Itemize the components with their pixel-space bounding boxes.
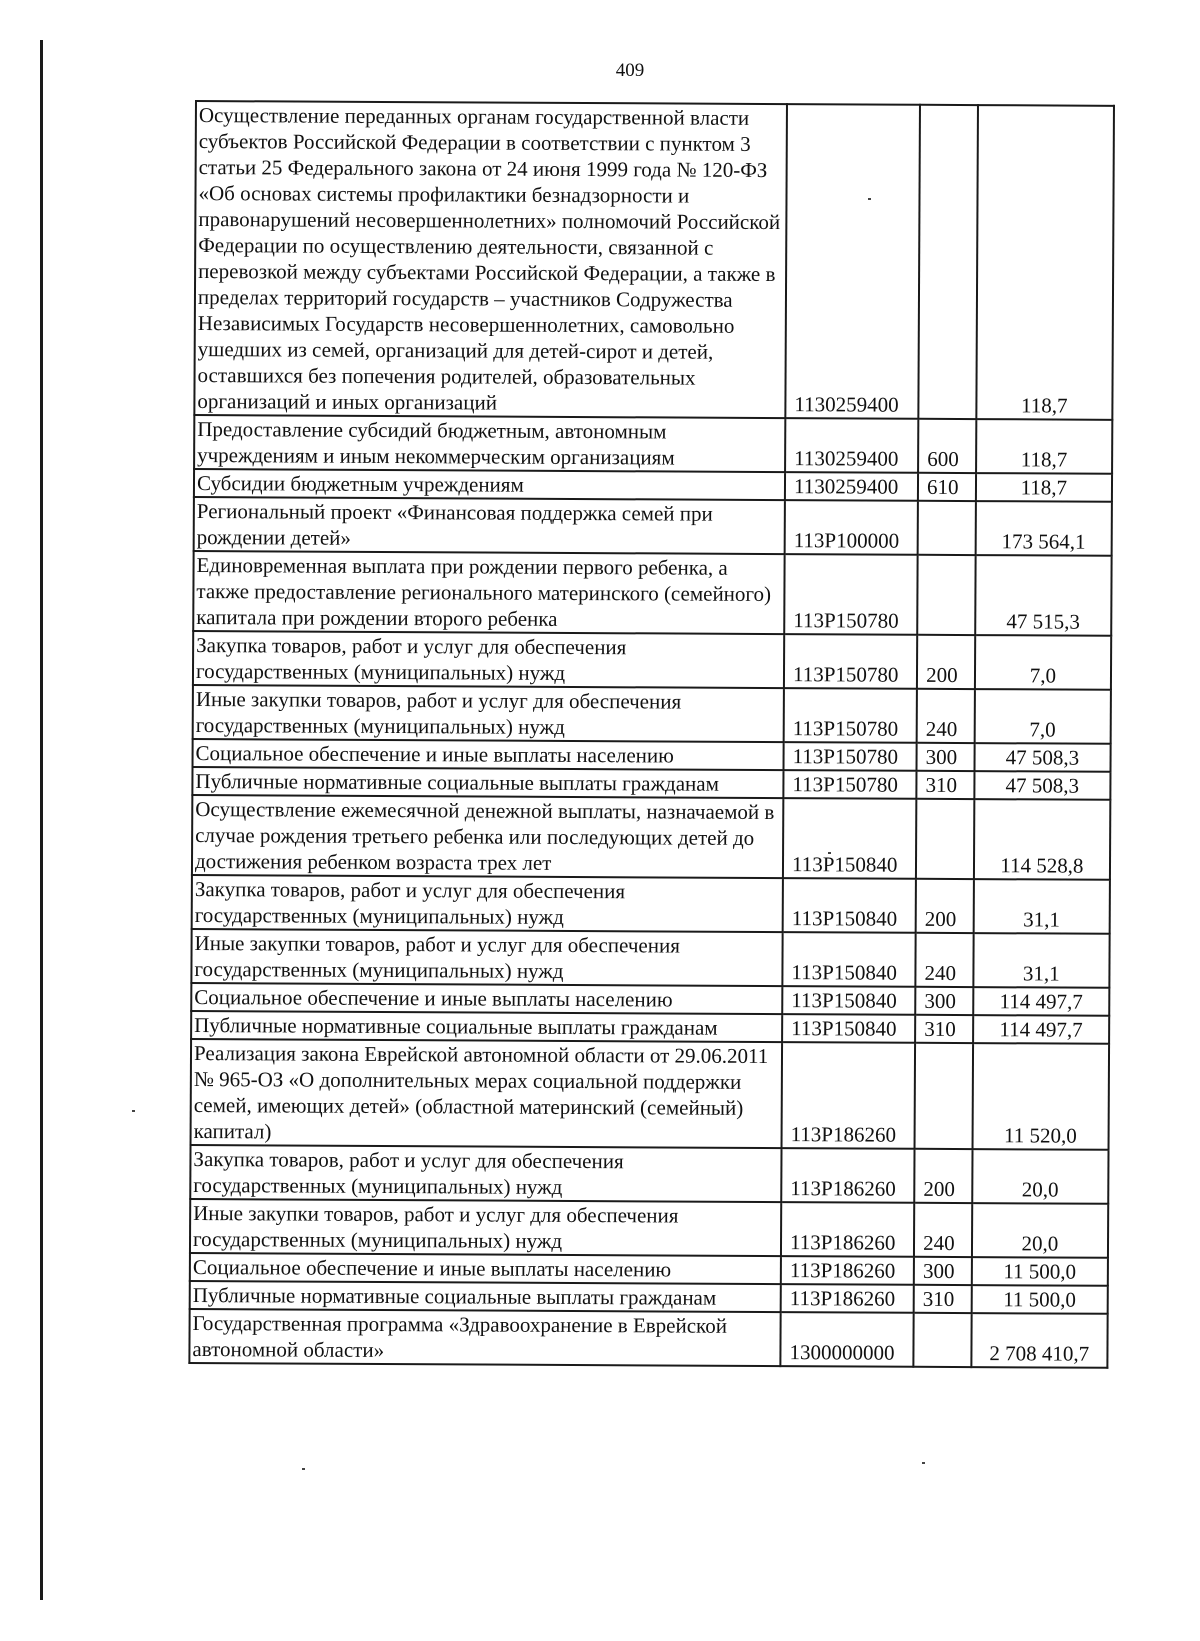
- row-expense-type-cell: 240: [914, 1203, 972, 1257]
- row-amount-cell: 47 508,3: [974, 771, 1110, 800]
- row-code-cell: 113P150840: [783, 878, 916, 933]
- table-row: [189, 1309, 1107, 1368]
- row-amount-cell: 118,7: [976, 105, 1114, 420]
- row-expense-type-cell: 300: [914, 1257, 972, 1285]
- row-amount-cell: 118,7: [976, 473, 1112, 502]
- table-row: [194, 415, 1112, 474]
- row-expense-type-cell: [915, 1043, 973, 1149]
- row-code-cell: 113P150840: [782, 932, 915, 987]
- row-code-cell: 113P100000: [785, 500, 918, 555]
- row-code-cell: 1130259400: [785, 472, 918, 501]
- row-expense-type-cell: 240: [917, 689, 975, 743]
- row-code-cell: 113P150780: [784, 634, 917, 689]
- row-expense-type-cell: [913, 1313, 971, 1367]
- row-expense-type-cell: 240: [915, 933, 973, 987]
- row-amount-cell: 11 500,0: [971, 1285, 1107, 1314]
- row-amount-cell: 118,7: [976, 419, 1113, 474]
- row-expense-type-cell: 310: [914, 1285, 972, 1313]
- row-amount-cell: 114 497,7: [973, 1015, 1109, 1044]
- row-code-cell: 113P150780: [784, 688, 917, 743]
- row-name-cell: Субсидии бюджетным учреждениям: [194, 469, 785, 500]
- row-amount-cell: 11 500,0: [972, 1257, 1108, 1286]
- row-code-cell: 113P150780: [783, 770, 916, 799]
- table-row: [193, 631, 1111, 690]
- row-name-cell: Осуществление ежемесячной денежной выплаты, назначаемой в случае рождения третьего ребенка или последующих детей до достижения ребенком возраста трех лет: [192, 795, 783, 878]
- row-name-cell: Иные закупки товаров, работ и услуг для обеспечения государственных (муниципальных) нужд: [193, 685, 784, 742]
- row-name-cell: Публичные нормативные социальные выплаты гражданам: [190, 1281, 781, 1312]
- row-expense-type-cell: 300: [917, 743, 975, 771]
- row-code-cell: 113P150780: [784, 742, 917, 771]
- row-code-cell: 113P150780: [784, 554, 917, 635]
- row-name-cell: Осуществление переданных органам государственной власти субъектов Российской Федерации в соответствии с пунктом 3 статьи 25 Федерального закона от 24 июня 1999 года № 120-ФЗ «Об основах системы профилактики безнадзорности и правонарушений несовершеннолетних» полномочий Российской Федерации по осуществлению деятельности, связанной с перевозкой между субъектами Российской Федерации, а также в пределах территорий государств – участников Содружества Независимых Государств несовершеннолетних, самовольно ушедших из семей, организаций для детей-сирот и детей, оставшихся без попечения родителей, образовательных организаций и иных организаций: [194, 101, 787, 418]
- row-code-cell: 113P186260: [781, 1256, 914, 1285]
- row-expense-type-cell: 200: [914, 1149, 972, 1203]
- row-name-cell: Предоставление субсидий бюджетным, автономным учреждениям и иным некоммерческим организациям: [194, 415, 785, 472]
- row-amount-cell: 7,0: [974, 689, 1111, 744]
- row-expense-type-cell: [917, 555, 975, 635]
- row-code-cell: 113P150840: [782, 1014, 915, 1043]
- row-expense-type-cell: 310: [915, 1015, 973, 1043]
- row-expense-type-cell: [918, 501, 976, 555]
- table-row: [191, 929, 1109, 988]
- budget-table: [188, 100, 1115, 1369]
- row-name-cell: Государственная программа «Здравоохранение в Еврейской автономной области»: [189, 1309, 780, 1366]
- table-row: [192, 795, 1110, 880]
- table-row: [191, 1039, 1110, 1150]
- table-row: [190, 1145, 1108, 1204]
- row-name-cell: Региональный проект «Финансовая поддержка семей при рождении детей»: [194, 497, 785, 554]
- row-expense-type-cell: 200: [916, 879, 974, 933]
- row-code-cell: 113P186260: [781, 1148, 914, 1203]
- row-amount-cell: 7,0: [975, 635, 1112, 690]
- row-code-cell: 1130259400: [785, 418, 918, 473]
- row-name-cell: Социальное обеспечение и иные выплаты населению: [190, 1253, 781, 1284]
- row-amount-cell: 114 497,7: [973, 987, 1109, 1016]
- row-expense-type-cell: [918, 105, 977, 419]
- row-name-cell: Закупка товаров, работ и услуг для обеспечения государственных (муниципальных) нужд: [192, 875, 783, 932]
- row-amount-cell: 11 520,0: [972, 1043, 1109, 1150]
- row-name-cell: Публичные нормативные социальные выплаты гражданам: [191, 1011, 782, 1042]
- row-amount-cell: 114 528,8: [974, 799, 1111, 880]
- row-name-cell: Реализация закона Еврейской автономной области от 29.06.2011 № 965-ОЗ «О дополнительных мерах социальной поддержки семей, имеющих детей» (областной материнский (семейный) капитал): [191, 1039, 783, 1148]
- table-row: [194, 497, 1112, 556]
- row-expense-type-cell: 600: [918, 419, 976, 473]
- row-amount-cell: 47 515,3: [975, 555, 1112, 636]
- row-name-cell: Закупка товаров, работ и услуг для обеспечения государственных (муниципальных) нужд: [193, 631, 784, 688]
- row-amount-cell: 2 708 410,7: [971, 1313, 1108, 1368]
- table-row: [193, 551, 1111, 636]
- row-amount-cell: 20,0: [972, 1203, 1109, 1258]
- row-name-cell: Социальное обеспечение и иные выплаты населению: [191, 983, 782, 1014]
- row-code-cell: 113P186260: [781, 1202, 914, 1257]
- row-expense-type-cell: 310: [916, 771, 974, 799]
- scan-speck: [302, 1468, 305, 1470]
- scan-speck: [132, 1110, 135, 1112]
- table-row: [190, 1199, 1108, 1258]
- row-name-cell: Социальное обеспечение и иные выплаты населению: [193, 739, 784, 770]
- table-row: [193, 685, 1111, 744]
- row-code-cell: 1130259400: [785, 104, 920, 419]
- row-name-cell: Иные закупки товаров, работ и услуг для обеспечения государственных (муниципальных) нужд: [191, 929, 782, 986]
- table-row: [194, 101, 1114, 420]
- row-amount-cell: 173 564,1: [975, 501, 1112, 556]
- row-amount-cell: 47 508,3: [974, 743, 1110, 772]
- row-code-cell: 1300000000: [780, 1312, 913, 1367]
- row-expense-type-cell: 610: [918, 473, 976, 501]
- row-amount-cell: 20,0: [972, 1149, 1109, 1204]
- row-amount-cell: 31,1: [973, 933, 1110, 988]
- row-name-cell: Иные закупки товаров, работ и услуг для обеспечения государственных (муниципальных) нужд: [190, 1199, 781, 1256]
- page-number: 409: [615, 60, 645, 81]
- row-expense-type-cell: [916, 799, 974, 879]
- row-name-cell: Закупка товаров, работ и услуг для обеспечения государственных (муниципальных) нужд: [190, 1145, 781, 1202]
- row-code-cell: 113P186260: [781, 1284, 914, 1313]
- row-expense-type-cell: 200: [917, 635, 975, 689]
- table-body: [189, 101, 1114, 1368]
- row-code-cell: 113P150840: [782, 986, 915, 1015]
- row-code-cell: 113P150840: [783, 798, 916, 879]
- row-amount-cell: 31,1: [973, 879, 1110, 934]
- scan-speck: [922, 1462, 925, 1464]
- row-code-cell: 113P186260: [782, 1042, 916, 1149]
- table-row: [192, 875, 1110, 934]
- binding-edge-line: [40, 40, 43, 1600]
- row-expense-type-cell: 300: [915, 987, 973, 1015]
- row-name-cell: Единовременная выплата при рождении первого ребенка, а также предоставление регионального материнского (семейного) капитала при рождении второго ребенка: [193, 551, 784, 634]
- row-name-cell: Публичные нормативные социальные выплаты гражданам: [192, 767, 783, 798]
